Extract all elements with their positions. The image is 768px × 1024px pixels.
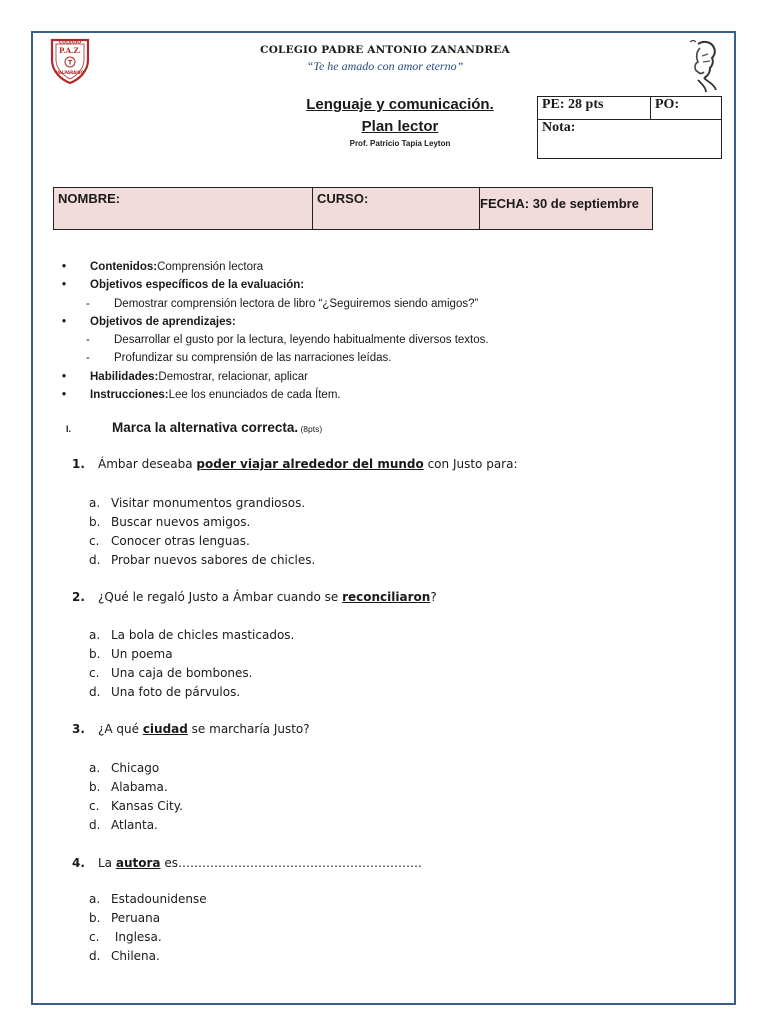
question-1-options xyxy=(89,494,315,570)
option-c[interactable]: c. Una caja de bombones. xyxy=(89,666,253,680)
option-d[interactable]: d. Probar nuevos sabores de chicles. xyxy=(89,553,316,567)
curso-field[interactable]: CURSO: xyxy=(313,188,480,230)
logo-top-text: COLEGIO xyxy=(58,40,82,46)
option-c[interactable]: c. Conocer otras lenguas. xyxy=(89,534,250,548)
list-item: • Habilidades: Demostrar, relacionar, aplicar xyxy=(62,368,489,386)
option-d[interactable]: d. Una foto de párvulos. xyxy=(89,685,241,699)
list-item: - Demostrar comprensión lectora de libro “¿Seguiremos siendo amigos?” xyxy=(62,295,489,313)
score-box xyxy=(537,96,722,159)
section-title: Marca la alternativa correcta. xyxy=(112,420,299,435)
question-4: 4. La autora es……………………………………………………. xyxy=(72,856,422,870)
option-a[interactable]: a. La bola de chicles masticados. xyxy=(89,628,295,642)
plan-title: Plan lector xyxy=(361,118,439,135)
pe-cell: PE: 28 pts xyxy=(538,97,651,120)
question-1: 1. Ámbar deseaba poder viajar alrededor del mundo con Justo para: xyxy=(72,457,518,471)
po-cell[interactable]: PO: xyxy=(651,97,722,120)
school-logo-icon xyxy=(48,36,92,84)
school-name: COLEGIO PADRE ANTONIO ZANANDREA xyxy=(260,44,510,56)
list-item: - Profundizar su comprensión de las narraciones leídas. xyxy=(62,349,489,367)
dash-icon: - xyxy=(86,334,90,347)
bullet-icon: • xyxy=(62,315,67,328)
option-c[interactable]: c. Inglesa. xyxy=(89,930,162,944)
list-item: • Contenidos: Comprensión lectora xyxy=(62,258,489,276)
option-b[interactable]: b. Un poema xyxy=(89,647,173,661)
logo-middle-text: P.A.Z. xyxy=(59,46,81,55)
question-4-options xyxy=(89,890,207,966)
bullet-icon: • xyxy=(62,279,67,292)
question-2: 2. ¿Qué le regaló Justo a Ámbar cuando se reconciliaron? xyxy=(72,590,437,604)
dash-icon: - xyxy=(86,297,90,310)
list-item: - Desarrollar el gusto por la lectura, leyendo habitualmente diversos textos. xyxy=(62,331,489,349)
nombre-field[interactable]: NOMBRE: xyxy=(54,188,313,230)
student-info-table xyxy=(53,187,653,230)
option-b[interactable]: b. Buscar nuevos amigos. xyxy=(89,515,251,529)
subject-title: Lenguaje y comunicación. xyxy=(306,96,494,113)
option-a[interactable]: a. Estadounidense xyxy=(89,892,207,906)
option-c[interactable]: c. Kansas City. xyxy=(89,799,183,813)
option-d[interactable]: d. Chilena. xyxy=(89,949,160,963)
bullet-icon: • xyxy=(62,389,67,402)
option-a[interactable]: a. Visitar monumentos grandiosos. xyxy=(89,496,306,510)
objectives-list xyxy=(62,258,489,404)
question-3-options xyxy=(89,759,183,835)
option-d[interactable]: d. Atlanta. xyxy=(89,818,158,832)
logo-bottom-text: VALPARAISO xyxy=(55,70,85,75)
school-motto: “Te he amado con amor eterno” xyxy=(306,59,464,73)
fecha-field: FECHA: 30 de septiembre xyxy=(480,188,653,230)
question-2-options xyxy=(89,626,294,702)
section-number: I. xyxy=(66,424,72,434)
list-item: • Objetivos específicos de la evaluación: xyxy=(62,276,489,294)
bullet-icon: • xyxy=(62,261,67,273)
bullet-icon: • xyxy=(62,370,67,383)
section-points: (8pts) xyxy=(298,424,323,434)
list-item: • Objetivos de aprendizajes: xyxy=(62,313,489,331)
option-b[interactable]: b. Peruana xyxy=(89,911,161,925)
svg-text:T: T xyxy=(67,59,73,67)
dash-icon: - xyxy=(86,352,90,365)
option-b[interactable]: b. Alabama. xyxy=(89,780,168,794)
section-heading xyxy=(66,420,322,435)
nota-cell[interactable]: Nota: xyxy=(538,120,722,159)
teacher-name: Prof. Patricio Tapia Leyton xyxy=(349,139,451,148)
question-3: 3. ¿A qué ciudad se marcharía Justo? xyxy=(72,722,310,736)
portrait-icon xyxy=(680,38,724,94)
list-item: • Instrucciones: Lee los enunciados de cada Ítem. xyxy=(62,386,489,404)
option-a[interactable]: a. Chicago xyxy=(89,761,160,775)
